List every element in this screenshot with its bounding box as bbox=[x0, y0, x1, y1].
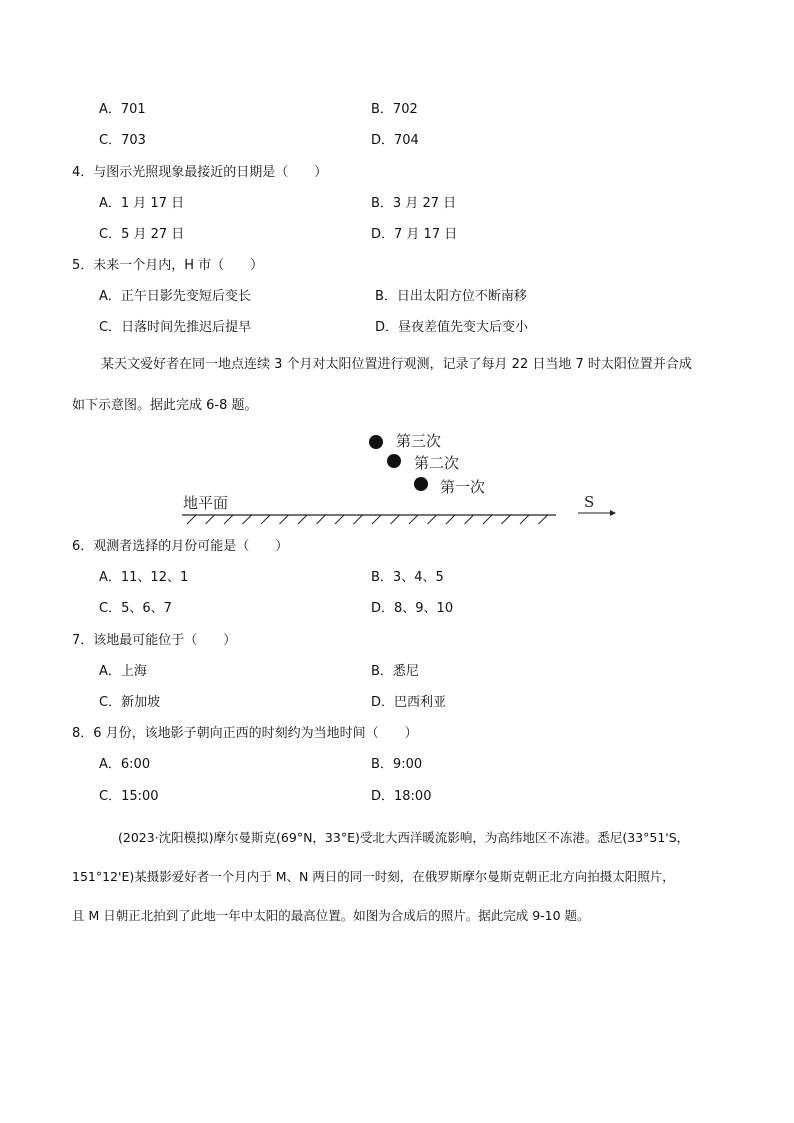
ground-line bbox=[182, 515, 556, 524]
direction-label: S bbox=[584, 493, 595, 511]
sun-first bbox=[414, 477, 428, 491]
q7-option-c: C．新加坡 bbox=[99, 695, 161, 710]
q6-option-d: D．8、9、10 bbox=[371, 601, 454, 616]
q5-option-a: A．正午日影先变短后变长 bbox=[99, 289, 251, 304]
passage2-line1: (2023·沈阳模拟)摩尔曼斯克(69°N，33°E)受北大西洋暖流影响，为高纬地区不冻港。悉尼(33°51'S， bbox=[118, 830, 690, 845]
ground-hatch bbox=[372, 515, 381, 524]
q7-option-a: A．上海 bbox=[99, 664, 147, 679]
ground-hatch bbox=[317, 515, 326, 524]
q8-option-c: C．15:00 bbox=[99, 789, 159, 804]
q3-option-d: D．704 bbox=[371, 133, 419, 148]
ground-hatch bbox=[409, 515, 418, 524]
ground-hatch bbox=[187, 515, 196, 524]
ground-hatch bbox=[428, 515, 437, 524]
sun-second-label: 第二次 bbox=[414, 454, 460, 472]
q8-option-d: D．18:00 bbox=[371, 789, 432, 804]
sun-position-diagram bbox=[170, 425, 630, 525]
passage2-line3: 且 M 日朝正北拍到了此地一年中太阳的最高位置。如图为合成后的照片。据此完成 9-10 题。 bbox=[72, 908, 590, 923]
q5-stem: 5．未来一个月内，H 市（ ） bbox=[72, 258, 264, 273]
q8-option-b: B．9:00 bbox=[371, 757, 423, 772]
q7-option-d: D．巴西利亚 bbox=[371, 695, 447, 710]
q6-option-c: C．5、6、7 bbox=[99, 601, 172, 616]
q3-option-c: C．703 bbox=[99, 133, 146, 148]
q8-option-a: A．6:00 bbox=[99, 757, 151, 772]
sun-second bbox=[387, 454, 401, 468]
q8-stem: 8．6 月份，该地影子朝向正西的时刻约为当地时间（ ） bbox=[72, 726, 418, 741]
ground-hatch bbox=[520, 515, 529, 524]
ground-hatch bbox=[243, 515, 252, 524]
ground-hatch bbox=[446, 515, 455, 524]
q4-option-a: A．1 月 17 日 bbox=[99, 196, 185, 211]
q7-stem: 7．该地最可能位于（ ） bbox=[72, 633, 237, 648]
ground-hatch bbox=[335, 515, 344, 524]
q6-option-a: A．11、12、1 bbox=[99, 570, 189, 585]
ground-hatch bbox=[261, 515, 270, 524]
q6-option-b: B．3、4、5 bbox=[371, 570, 444, 585]
passage1-line2: 如下示意图。据此完成 6-8 题。 bbox=[72, 398, 258, 413]
ground-hatch bbox=[539, 515, 548, 524]
q3-option-a: A．701 bbox=[99, 102, 146, 117]
ground-hatch bbox=[465, 515, 474, 524]
passage2-line2: 151°12'E)某摄影爱好者一个月内于 M、N 两日的同一时刻，在俄罗斯摩尔曼斯克朝正北方向拍摄太阳照片， bbox=[72, 869, 675, 884]
ground-hatch bbox=[502, 515, 511, 524]
passage1-line1: 某天文爱好者在同一地点连续 3 个月对太阳位置进行观测，记录了每月 22 日当地 7 时太阳位置并合成 bbox=[101, 357, 692, 372]
q4-option-c: C．5 月 27 日 bbox=[99, 227, 185, 242]
q4-option-d: D．7 月 17 日 bbox=[371, 227, 458, 242]
ground-hatch bbox=[224, 515, 233, 524]
q5-option-c: C．日落时间先推迟后提早 bbox=[99, 320, 252, 335]
q3-option-b: B．702 bbox=[371, 102, 418, 117]
q7-option-b: B．悉尼 bbox=[371, 664, 419, 679]
ground-label: 地平面 bbox=[183, 494, 229, 512]
sun-first-label: 第一次 bbox=[440, 478, 486, 496]
q6-stem: 6．观测者选择的月份可能是（ ） bbox=[72, 539, 289, 554]
sun-third-label: 第三次 bbox=[396, 432, 442, 450]
ground-hatch bbox=[391, 515, 400, 524]
ground-hatch bbox=[206, 515, 215, 524]
ground-hatch bbox=[483, 515, 492, 524]
sun-third bbox=[369, 435, 383, 449]
q4-option-b: B．3 月 27 日 bbox=[371, 196, 457, 211]
ground-hatch bbox=[298, 515, 307, 524]
ground-hatch bbox=[354, 515, 363, 524]
q5-option-b: B．日出太阳方位不断南移 bbox=[375, 289, 527, 304]
q5-option-d: D．昼夜差值先变大后变小 bbox=[375, 320, 529, 335]
ground-hatch bbox=[280, 515, 289, 524]
q4-stem: 4．与图示光照现象最接近的日期是（ ） bbox=[72, 165, 328, 180]
